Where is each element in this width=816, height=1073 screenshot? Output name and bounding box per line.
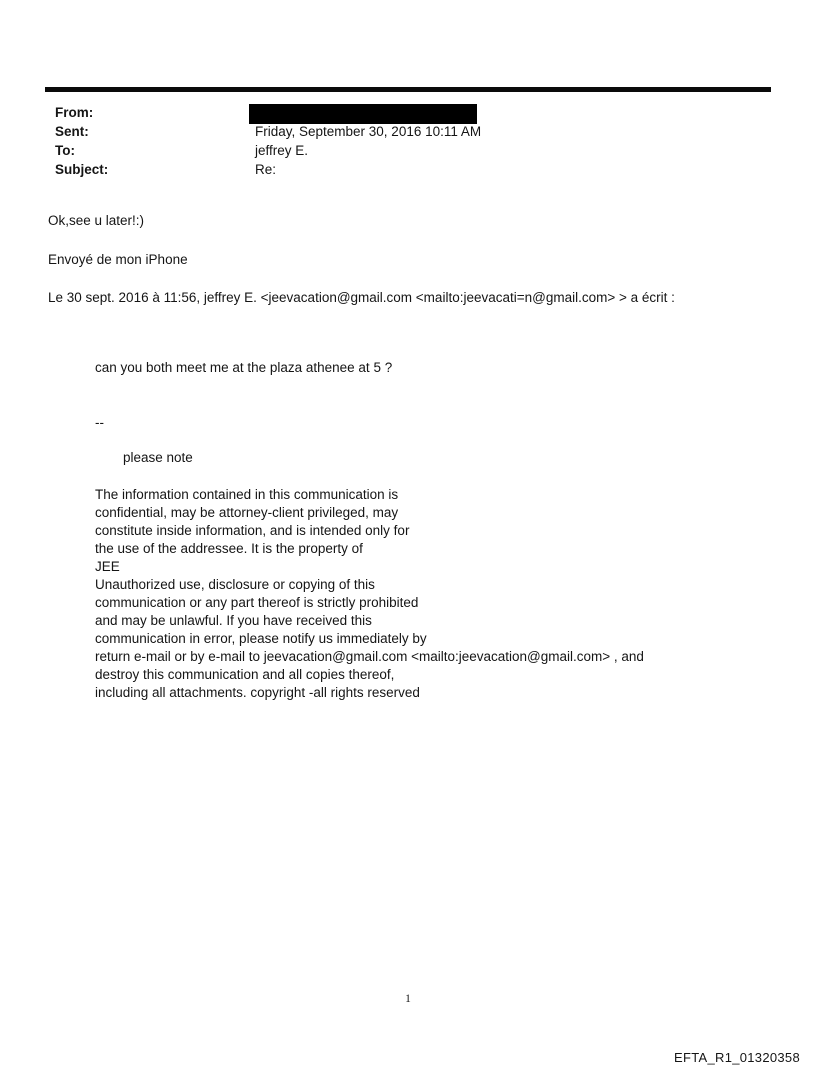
header-row-subject	[55, 160, 481, 179]
disclaimer-line: communication in error, please notify us immediately by	[95, 631, 427, 646]
page-number: 1	[405, 993, 411, 1005]
please-note-heading: please note	[123, 450, 193, 465]
signature-separator: --	[95, 415, 104, 430]
sent-label: Sent:	[55, 124, 89, 139]
mobile-signature: Envoyé de mon iPhone	[48, 252, 188, 267]
disclaimer-line: The information contained in this communication is	[95, 487, 399, 502]
disclaimer-line: including all attachments. copyright -all rights reserved	[95, 685, 420, 700]
disclaimer-line: confidential, may be attorney-client privileged, may	[95, 505, 399, 520]
header-divider-rule	[45, 87, 771, 92]
disclaimer-line: destroy this communication and all copies thereof,	[95, 667, 395, 682]
disclaimer-line: return e-mail or by e-mail to jeevacation@gmail.com <mailto:jeevacation@gmail.com> , and	[95, 649, 644, 664]
disclaimer-line: communication or any part thereof is strictly prohibited	[95, 595, 419, 610]
quoted-message: can you both meet me at the plaza athenee at 5 ?	[95, 360, 393, 375]
sent-value: Friday, September 30, 2016 10:11 AM	[255, 124, 482, 139]
disclaimer-line: Unauthorized use, disclosure or copying of this	[95, 577, 375, 592]
subject-value: Re:	[255, 162, 277, 177]
from-label: From:	[55, 105, 94, 120]
to-value: jeffrey E.	[255, 143, 309, 158]
legal-disclaimer	[95, 486, 644, 702]
header-row-sent	[55, 122, 481, 141]
bates-number: EFTA_R1_01320358	[674, 1050, 800, 1065]
reply-text: Ok,see u later!:)	[48, 213, 145, 228]
to-label: To:	[55, 143, 75, 158]
quote-attribution: Le 30 sept. 2016 à 11:56, jeffrey E. <jeevacation@gmail.com <mailto:jeevacati=n@gmail.com> > a écrit :	[48, 290, 675, 305]
disclaimer-line: the use of the addressee. It is the property of	[95, 541, 363, 556]
subject-label: Subject:	[55, 162, 109, 177]
disclaimer-line: and may be unlawful. If you have received this	[95, 613, 372, 628]
header-row-to	[55, 141, 481, 160]
disclaimer-line: constitute inside information, and is intended only for	[95, 523, 410, 538]
disclaimer-line: JEE	[95, 559, 120, 574]
from-redaction-box	[249, 104, 477, 124]
